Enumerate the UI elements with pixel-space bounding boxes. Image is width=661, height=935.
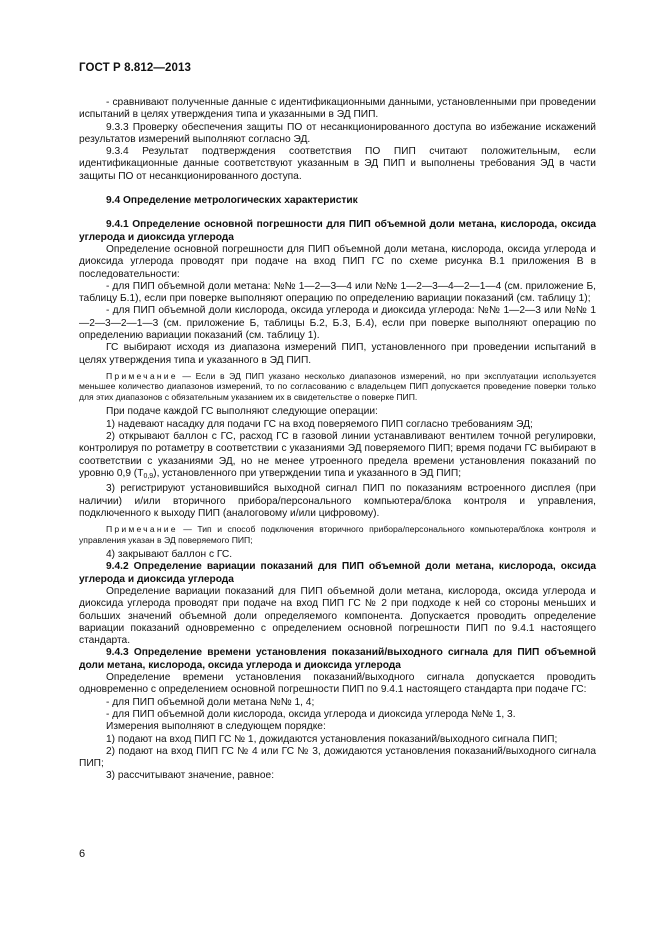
- list-item: 1) надевают насадку для подачи ГС на вход поверяемого ПИП согласно требованиям ЭД;: [106, 418, 533, 430]
- paragraph: Определение основной погрешности для ПИП объемной доли метана, кислорода, оксида углерода и диоксида углерода проводят при подаче на вход ПИП ГС по схеме рисунка В.1 приложения В в последовательности:: [79, 243, 596, 280]
- note: [79, 524, 596, 545]
- section-heading-9-4-2: 9.4.2 Определение вариации показаний для ПИП объемной доли метана, кислорода, оксида углерода и диоксида углерода: [79, 561, 596, 585]
- document-header: ГОСТ Р 8.812—2013: [79, 62, 191, 74]
- paragraph: ГС выбирают исходя из диапазона измерений ПИП, установленного при проведении испытаний в целях утверждения типа и указанного в ЭД ПИП.: [79, 342, 596, 366]
- document-body: [79, 97, 596, 783]
- paragraph: Определение вариации показаний для ПИП объемной доли метана, кислорода, оксида углерода и диоксида углерода проводят при подаче на вход ПИП ГС № 2 при подходе к ней со стороны меньших и больших значений объемной доли определяемого компонента. Допускается проводить определение вариации показаний одновременно с определением основной погрешности ПИП по 9.4.1 настоящего стандарта.: [79, 586, 596, 647]
- paragraph: - сравнивают полученные данные с идентификационными данными, установленными при проведении испытаний в целях утверждения типа и указанными в ЭД ПИП.: [79, 97, 596, 121]
- list-item: - для ПИП объемной доли кислорода, оксида углерода и диоксида углерода: №№ 1—2—3 или №№ 1—2—3—2—1—3 (см. приложение Б, таблицы Б.2, Б.3, Б.4), если при поверке выполняют операцию по определению вариации показаний (см. таблицу 1).: [79, 305, 596, 342]
- note-label: Примечание: [106, 524, 178, 535]
- paragraph: Измерения выполняют в следующем порядке:: [106, 721, 326, 733]
- list-item: 3) рассчитывают значение, равное:: [106, 770, 275, 782]
- list-item: 3) регистрируют установившийся выходной сигнал ПИП по показаниям встроенного дисплея (при наличии) и/или вторичного прибора/персонального компьютера/блока контроля и управления, подключенного к выходу ПИП (аналоговому и/или цифровому).: [79, 483, 596, 519]
- section-heading-9-4: 9.4 Определение метрологических характеристик: [106, 195, 358, 207]
- note-text: — Тип и способ подключения вторичного прибора/персонального компьютера/блока контроля и управления указан в ЭД поверяемого ПИП;: [79, 524, 596, 545]
- list-item: - для ПИП объемной доли метана: №№ 1—2—3—4 или №№ 1—2—3—4—2—1—4 (см. приложение Б, таблицу Б.1), если при поверке выполняют операцию по определению вариации показаний (см. таблицу 1);: [79, 280, 596, 305]
- paragraph: 9.3.4 Результат подтверждения соответствия ПО ПИП считают положительным, если идентификационные данные соответствуют указанным в ЭД ПИП и выполнены требования ЭД в части защиты ПО от несанкционированного доступа.: [79, 146, 596, 182]
- list-item: 1) подают на вход ПИП ГС № 1, дожидаются установления показаний/выходного сигнала ПИП;: [106, 733, 558, 745]
- note: [79, 371, 596, 403]
- paragraph: При подаче каждой ГС выполняют следующие операции:: [106, 406, 378, 418]
- page-number: 6: [79, 848, 86, 860]
- list-item: - для ПИП объемной доли метана №№ 1, 4;: [106, 696, 315, 708]
- list-item: - для ПИП объемной доли кислорода, оксида углерода и диоксида углерода №№ 1, 3.: [106, 708, 516, 720]
- list-item: 2) подают на вход ПИП ГС № 4 или ГС № 3, дожидаются установления показаний/выходного сигнала ПИП;: [79, 745, 596, 770]
- paragraph: 9.3.3 Проверку обеспечения защиты ПО от несанкционированного доступа во избежание искажений результатов измерений выполняют согласно ЭД.: [79, 121, 596, 145]
- note-label: Примечание: [106, 370, 178, 381]
- paragraph: Определение времени установления показаний/выходного сигнала допускается проводить одновременно с определением основной погрешности ПИП по 9.4.1 настоящего стандарта при подаче ГС:: [79, 672, 596, 696]
- list-item: 4) закрывают баллон с ГС.: [106, 549, 233, 561]
- list-item: 2) открывают баллон с ГС, расход ГС в газовой линии устанавливают вентилем точной регулировки, контролируя по ротаметру в соответствии с указаниями ЭД поверяемого ПИП; время подачи ГС выбирают в соответствии с указаниями ЭД, но не менее утроенного предела времени установления показаний по уровню 0,9 $(T_{0,9})$, установленного при утверждении типа и указанного в ЭД ПИП;: [79, 431, 596, 480]
- section-heading-9-4-1: 9.4.1 Определение основной погрешности для ПИП объемной доли метана, кислорода, оксида углерода и диоксида углерода: [79, 219, 596, 243]
- section-heading-9-4-3: 9.4.3 Определение времени установления показаний/выходного сигнала для ПИП объемной доли метана, кислорода, оксида углерода и диоксида углерода: [79, 647, 596, 671]
- note-text: — Если в ЭД ПИП указано несколько диапазонов измерений, но при эксплуатации используется меньшее количество диапазонов измерений, то по согласованию с владельцем ПИП допускается проведение поверки только для этих диапазонов с обязательным указанием их в свидетельстве о поверке ПИП.: [79, 370, 596, 402]
